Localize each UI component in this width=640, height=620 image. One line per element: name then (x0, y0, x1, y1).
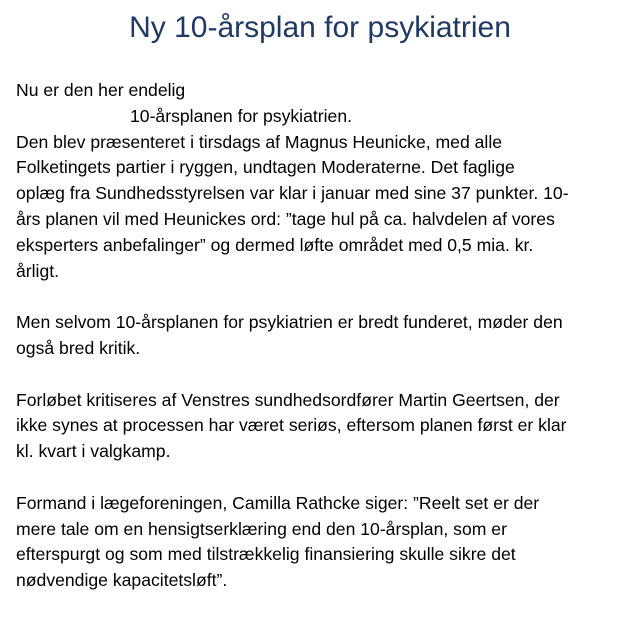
text-line: nødvendige kapacitetsløft”. (16, 570, 228, 591)
text-line: også bred kritik. (16, 337, 141, 358)
text-line: eksperters anbefalinger” og dermed løfte området med 0,5 mia. kr. (16, 234, 534, 255)
text-line: årligt. (16, 260, 60, 281)
text-line: 10-årsplanen for psykiatrien. (130, 105, 352, 126)
text-line: mere tale om en hensigtserklæring end den 10-årsplan, som er (16, 518, 507, 539)
paragraph-intro (16, 78, 626, 284)
text-line: Folketingets partier i ryggen, undtagen Moderaterne. Det faglige (16, 157, 515, 178)
paragraph-venstre (16, 388, 626, 465)
text-line: års planen vil med Heunickes ord: ”tage hul på ca. halvdelen af vores (16, 208, 555, 229)
text-line: Formand i lægeforeningen, Camilla Rathcke siger: ”Reelt set er der (16, 492, 540, 513)
text-line: Den blev præsenteret i tirsdags af Magnus Heunicke, med alle (16, 131, 503, 152)
text-line: oplæg fra Sundhedsstyrelsen var klar i januar med sine 37 punkter. 10- (16, 183, 569, 204)
text-line: Forløbet kritiseres af Venstres sundhedsordfører Martin Geertsen, der (16, 389, 560, 410)
article-body (16, 78, 626, 620)
text-line: kl. kvart i valgkamp. (16, 441, 171, 462)
paragraph-laegeforeningen (16, 491, 626, 594)
text-line: Men selvom 10-årsplanen for psykiatrien er bredt funderet, møder den (16, 312, 563, 333)
text-line: Nu er den her endelig (16, 80, 186, 100)
page-title: Ny 10-årsplan for psykiatrien (129, 11, 511, 44)
text-line: ikke synes at processen har været seriøs, eftersom planen først er klar (16, 415, 567, 436)
paragraph-criticism (16, 310, 626, 362)
text-line: efterspurgt og som med tilstrækkelig finansiering skulle sikre det (16, 544, 516, 565)
